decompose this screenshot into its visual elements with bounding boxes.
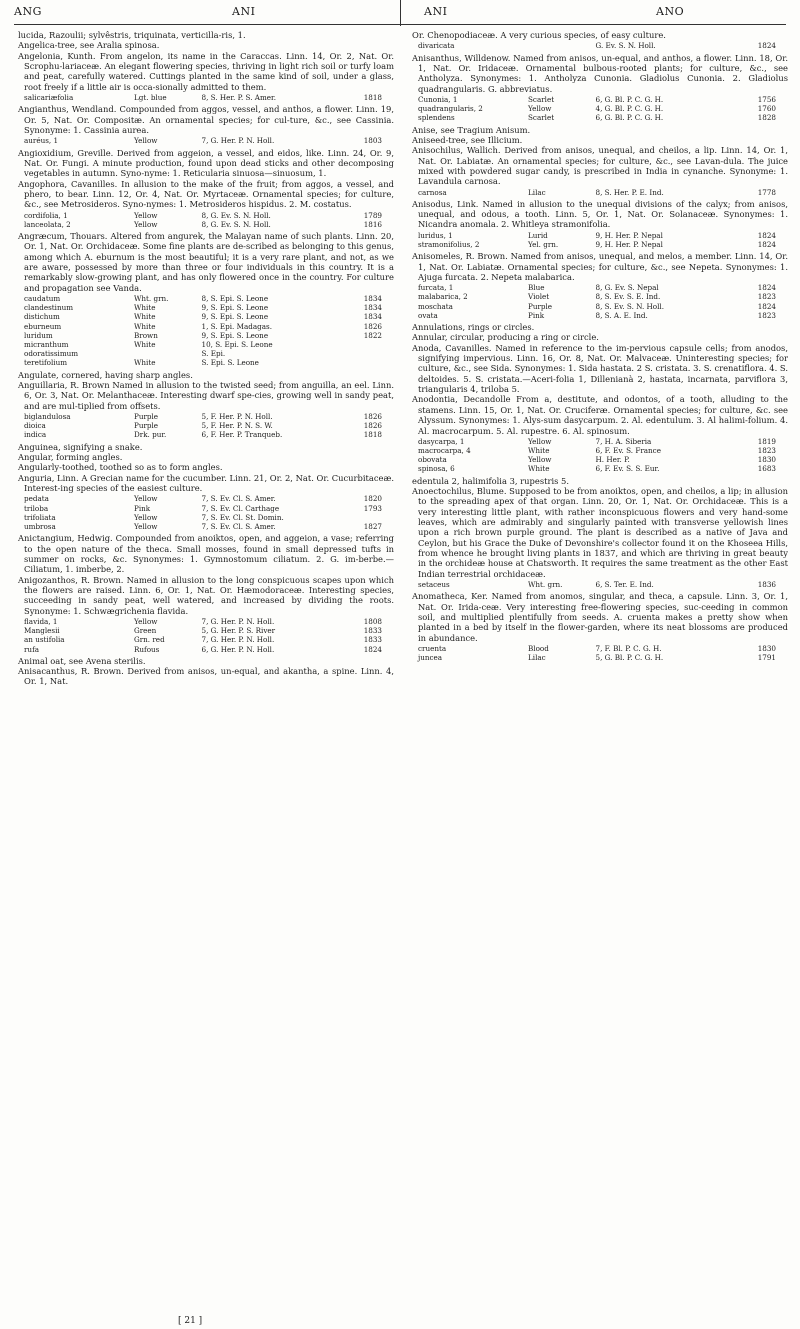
header-right-word-2: ANO: [656, 5, 685, 18]
flower-color: Pink: [134, 503, 151, 513]
year-introduced: 1816: [363, 219, 382, 229]
species-name: trifoliata: [24, 512, 56, 522]
flower-color: White: [134, 321, 156, 331]
species-row: [24, 522, 384, 531]
flower-color: Brown: [134, 330, 158, 340]
year-introduced: 1808: [363, 616, 382, 626]
habit-origin: 5, G. Her. P. S. River: [201, 626, 276, 636]
species-name: indica: [24, 430, 47, 440]
right-column: [412, 30, 788, 664]
habit-origin: 1, S. Epi. Madagas.: [201, 321, 272, 331]
species-row: [418, 644, 778, 653]
year-introduced: 1760: [757, 104, 776, 114]
species-table: [418, 644, 778, 662]
species-table: [418, 283, 778, 320]
species-name: cruenta: [418, 644, 447, 654]
habit-origin: 9, S. Epi. S. Leone: [201, 303, 269, 313]
species-table: [24, 617, 384, 654]
habit-origin: 4, G. Bl. P. C. G. H.: [595, 104, 664, 114]
header-rule: [14, 24, 786, 25]
species-table: [24, 136, 384, 145]
entry-paragraph: Anisacanthus, R. Brown. Derived from anisos, un-equal, and akantha, a spine. Linn. 4, Or. 1, Nat.: [18, 666, 394, 687]
species-table: [24, 211, 384, 229]
entry-paragraph: Angelonia, Kunth. From angelon, its name in the Caraccas. Linn. 14, Or. 2, Nat. Or. Scrophu-lariaceæ. An elegant flowering species, thriving in light rich soil or turfy loam and peat, carefully watered. Cuttings planted in the same kind of soil, under a glass, root freely if a little air is occa-sionally admitted to them.: [18, 50, 394, 92]
entry-paragraph: Anodontia, Decandolle From a, destitute, and odontos, of a tooth, alluding to the stamens. Linn. 15, Or. 1, Nat. Or. Cruciferæ. Ornamental species; for culture, &c. see Alyssum. Synonymes: 1. Alys-sum dasycarpum. 2. Al. edentulum. 3. Al halimi-folium. 4. Al. macrocarpum. 5. Al. rupestre. 6. Al. spinosum.: [412, 394, 788, 436]
entry-paragraph: Anguria, Linn. A Grecian name for the cucumber. Linn. 21, Or. 2, Nat. Or. Cucurbitaceæ. Interest-ing species of the easiest culture.: [18, 472, 394, 494]
year-introduced: 1826: [363, 412, 382, 422]
species-name: malabarica, 2: [418, 292, 468, 302]
species-name: auréus, 1: [24, 136, 59, 146]
flower-color: Grn. red: [134, 635, 165, 645]
year-introduced: 1824: [757, 240, 776, 250]
species-table: [418, 437, 778, 474]
entry-paragraph: Anisochilus, Wallich. Derived from anisos, unequal, and cheilos, a lip. Linn. 14, Or. 1, Nat. Or. Labiatæ. An ornamental species; for culture, &c., see Lavan-dula. The juice mixed with powdered sugar candy, is prescribed in India in cynanche. Synonyme: 1. Lavandula carnosa.: [412, 145, 788, 187]
species-name: odoratissimum: [24, 349, 79, 359]
species-row: [24, 312, 384, 321]
entry-paragraph: Angelica-tree, see Aralia spinosa.: [18, 40, 160, 51]
year-introduced: 1778: [757, 187, 776, 197]
habit-origin: 6, F. Her. P. Tranqueb.: [201, 430, 283, 440]
habit-origin: S. Epi.: [201, 349, 226, 359]
species-row: [24, 294, 384, 303]
flower-color: Yellow: [528, 436, 552, 446]
running-header: [0, 0, 800, 26]
species-row: [418, 41, 778, 50]
species-row: [24, 220, 384, 229]
species-name: moschata: [418, 301, 453, 311]
entry-paragraph: Angularly-toothed, toothed so as to form angles.: [18, 462, 223, 473]
species-name: rufa: [24, 644, 40, 654]
flower-color: Wht. grn.: [528, 580, 563, 590]
year-introduced: 1824: [757, 230, 776, 240]
flower-color: Yellow: [134, 494, 158, 504]
habit-origin: 7, F. Bl. P. C. G. H.: [595, 644, 662, 654]
entry-paragraph: Angianthus, Wendland. Compounded from aggos, vessel, and anthos, a flower. Linn. 19, Or. 5, Nat. Or. Compositæ. An ornamental species; for cul-ture, &c., see Cassinia. Synonyme: 1. Cassinia aurea.: [18, 104, 394, 135]
year-introduced: 1834: [363, 312, 382, 322]
species-row: [24, 513, 384, 522]
entry-paragraph: Angular, forming angles.: [18, 451, 123, 462]
flower-color: Purple: [134, 421, 159, 431]
species-name: dasycarpa, 1: [418, 436, 465, 446]
habit-origin: 8, S. Ev. S. E. Ind.: [595, 292, 661, 302]
year-introduced: 1836: [757, 580, 776, 590]
species-name: an ustifolia: [24, 635, 65, 645]
year-introduced: 1830: [757, 644, 776, 654]
species-table: [418, 41, 778, 50]
habit-origin: 5, G. Bl. P. C. G. H.: [595, 653, 664, 663]
habit-origin: 8, S. Her. P. S. Amer.: [201, 93, 276, 103]
species-row: [418, 283, 778, 292]
entry-paragraph: Angophora, Cavanilles. In allusion to the make of the fruit; from aggos, a vessel, and phero, to bear. Linn. 12, Or. 4, Nat. Or. Myrtaceæ. Ornamental species; for culture, &c., see Metrosideros. Syno-nymes: 1. Metrosideros hispidus. 2. M. costatus.: [18, 178, 394, 210]
year-introduced: 1828: [757, 113, 776, 123]
species-name: obovata: [418, 455, 447, 465]
species-row: [418, 580, 778, 589]
habit-origin: 8, G. Ev. S. N. Holl.: [201, 219, 271, 229]
habit-origin: 9, H. Her. P. Nepal: [595, 230, 663, 240]
habit-origin: 5, F. Her. P. N. S. W.: [201, 421, 273, 431]
species-name: triloba: [24, 503, 49, 513]
entry-paragraph: Anguinea, signifying a snake.: [18, 441, 143, 452]
species-row: [418, 302, 778, 311]
year-introduced: 1827: [363, 521, 382, 531]
habit-origin: 9, H. Her. P. Nepal: [595, 240, 663, 250]
species-row: [418, 104, 778, 113]
year-introduced: 1756: [757, 94, 776, 104]
species-row: [418, 455, 778, 464]
header-left-word-1: ANG: [14, 5, 42, 18]
habit-origin: 7, S. Ev. Cl. S. Amer.: [201, 521, 276, 531]
flower-color: Wht. grn.: [134, 294, 169, 304]
species-row: [418, 437, 778, 446]
species-row: [24, 504, 384, 513]
flower-color: Pink: [528, 310, 545, 320]
species-row: [24, 430, 384, 439]
habit-origin: 7, H. A. Siberia: [595, 436, 652, 446]
species-name: juncea: [418, 653, 443, 663]
species-row: [418, 292, 778, 301]
flower-color: Yellow: [134, 136, 158, 146]
flower-color: White: [528, 464, 550, 474]
species-row: [24, 340, 384, 349]
flower-color: Scarlet: [528, 94, 555, 104]
species-row: [24, 635, 384, 644]
species-name: divaricata: [418, 41, 455, 51]
year-introduced: 1824: [757, 301, 776, 311]
year-introduced: 1824: [757, 283, 776, 293]
flower-color: Yellow: [528, 104, 552, 114]
year-introduced: [339, 349, 384, 358]
entry-paragraph: Anictangium, Hedwig. Compounded from anoiktos, open, and aggeion, a vase; referring to the open nature of the theca. Small mosses, found in small depressed tufts in summer on rocks, &c. Synonymes: 1. Gymnostomum ciliatum. 2. G. im-berbe.—Ciliatum, 1. imberbe, 2.: [18, 533, 394, 575]
entry-paragraph: Annular, circular, producing a ring or circle.: [412, 332, 599, 343]
entry-paragraph: Animal oat, see Avena sterilis.: [18, 655, 146, 666]
species-name: spinosa, 6: [418, 464, 455, 474]
year-introduced: 1789: [363, 210, 382, 220]
entry-paragraph: Angioxidium, Greville. Derived from aggeion, a vessel, and eidos, like. Linn. 24, Or. 9, Nat. Or. Fungi. A minute production, found upon dead sticks and other decomposing vegetables in autumn. Syno-nyme: 1. Reticularia sinuosa—sinuosum, 1.: [18, 147, 394, 179]
left-column: [18, 30, 394, 687]
species-name: setaceus: [418, 580, 450, 590]
species-row: [24, 412, 384, 421]
habit-origin: 7, S. Ev. Cl. St. Domin.: [201, 512, 284, 522]
flower-color: [528, 41, 596, 50]
header-left-word-2: ANI: [232, 5, 256, 18]
flower-color: White: [134, 340, 156, 350]
year-introduced: 1833: [363, 626, 382, 636]
habit-origin: 9, S. Epi. S. Leone: [201, 312, 269, 322]
entry-paragraph: Angulate, cornered, having sharp angles.: [18, 369, 193, 380]
habit-origin: 5, F. Her. P. N. Holl.: [201, 412, 273, 422]
year-introduced: 1824: [363, 644, 382, 654]
species-row: [418, 113, 778, 122]
habit-origin: G. Ev. S. N. Holl.: [595, 41, 656, 51]
year-introduced: 1819: [757, 436, 776, 446]
year-introduced: 1830: [757, 455, 776, 465]
flower-color: Violet: [528, 292, 550, 302]
species-row: [24, 322, 384, 331]
habit-origin: 6, F. Ev. S. S. Eur.: [595, 464, 660, 474]
header-right-word-1: ANI: [424, 5, 448, 18]
year-introduced: 1822: [363, 330, 382, 340]
flower-color: Rufous: [134, 644, 160, 654]
entry-paragraph: Anigozanthos, R. Brown. Named in allusion to the long conspicuous scapes upon which the flowers are raised. Linn. 6, Or. 1, Nat. Or. Hæmodoraceæ. Interesting species, succeeding in sandy peat, well watered, and increased by dividing the roots. Synonyme: 1. Schwægrichenia flavida.: [18, 574, 394, 616]
flower-color: Lgt. blue: [134, 93, 167, 103]
habit-origin: 8, G. Ev. S. Nepal: [595, 283, 659, 293]
flower-color: Purple: [134, 412, 159, 422]
species-name: clandestinum: [24, 303, 74, 313]
habit-origin: 6, G. Her. P. N. Holl.: [201, 644, 275, 654]
year-introduced: 1823: [757, 446, 776, 456]
year-introduced: 1793: [363, 503, 382, 513]
year-introduced: 1826: [363, 321, 382, 331]
species-row: [24, 617, 384, 626]
species-name: biglandulosa: [24, 412, 71, 422]
species-row: [24, 421, 384, 430]
habit-origin: 8, S. A. E. Ind.: [595, 310, 648, 320]
species-row: [24, 331, 384, 340]
flower-color: Yellow: [134, 512, 158, 522]
entry-paragraph: Anisomeles, R. Brown. Named from anisos, unequal, and melos, a member. Linn. 14, Or. 1, Nat. Or. Labiatæ. Ornamental species; for culture, &c., see Nepeta. Synonymes: 1. Ajuga furcata. 2. Nepeta malabarica.: [412, 251, 788, 282]
species-row: [24, 349, 384, 358]
entry-paragraph: Anomatheca, Ker. Named from anomos, singular, and theca, a capsule. Linn. 3, Or. 1, Nat. Or. Irida-ceæ. Very interesting free-flowering species, suc-ceeding in common soil, and multiplied plentifully from seeds. A. cruenta makes a pretty show when planted in a bed by itself in the flower-garden, where its neat blossoms are produced in abundance.: [412, 591, 788, 643]
species-name: dioica: [24, 421, 46, 431]
species-row: [418, 311, 778, 320]
species-row: [24, 303, 384, 312]
flower-color: White: [528, 446, 550, 456]
species-name: furcata, 1: [418, 283, 454, 293]
entry-paragraph: Or. Chenopodiaceæ. A very curious species, of easy culture.: [412, 30, 666, 40]
entry-paragraph: Annulations, rings or circles.: [412, 322, 535, 333]
year-introduced: 1818: [363, 93, 382, 103]
species-row: [418, 188, 778, 197]
year-introduced: 1833: [363, 635, 382, 645]
entry-paragraph: Anguillaria, R. Brown Named in allusion to the twisted seed; from anguilla, an eel. Linn. 6, Or. 3, Nat. Or. Melanthaceæ. Interesting dwarf spe-cies, growing well in sandy peat, and are mul-tiplied from offsets.: [18, 380, 394, 411]
habit-origin: 7, S. Ev. Cl. Carthage: [201, 503, 280, 513]
page-number: [ 21 ]: [178, 1316, 203, 1326]
species-row: [418, 240, 778, 249]
species-name: splendens: [418, 113, 455, 123]
species-row: [418, 653, 778, 662]
flower-color: Green: [134, 626, 157, 636]
species-row: [418, 464, 778, 473]
year-introduced: 1826: [363, 421, 382, 431]
year-introduced: 1834: [363, 303, 382, 313]
header-column-divider: [400, 0, 401, 26]
species-name: caudatum: [24, 294, 61, 304]
species-table: [418, 95, 778, 123]
entry-paragraph: Anoectochilus, Blume. Supposed to be from anoiktos, open, and cheilos, a lip; in allusion to the spreading apex of that organ. Linn. 20, Or. 1, Nat. Or. Orchidaceæ. This is a very interesting little plant, with rather inconspicuous flowers and very hand-some leaves, which are admirably and singularly painted with transverse yellowish lines upon a rich brown purple ground. The plant is described as a native of Java and Ceylon, but his Grace the Duke of Devonshire's collector found it on the Khoseea Hills, from whence he brought living plants in 1837, and which are thriving in great beauty in the orchideæ house at Chatsworth. It requires the same treatment as the other East Indian terrestrial orchidaceæ.: [412, 486, 788, 579]
year-introduced: 1803: [363, 136, 382, 146]
flower-color: Yel. grn.: [528, 240, 559, 250]
species-row: [24, 358, 384, 367]
species-name: umbrosa: [24, 521, 56, 531]
species-table: [24, 93, 384, 102]
species-row: [418, 446, 778, 455]
flower-color: White: [134, 303, 156, 313]
flower-color: Lilac: [528, 187, 546, 197]
flower-color: Yellow: [528, 455, 552, 465]
species-row: [24, 136, 384, 145]
flower-color: Scarlet: [528, 113, 555, 123]
species-name: salicariæfolia: [24, 93, 74, 103]
entry-paragraph: edentula 2, halimifolia 3, rupestris 5.: [412, 475, 570, 486]
habit-origin: 7, G. Her. P. N. Holl.: [201, 635, 275, 645]
species-name: Cunonia, 1: [418, 94, 458, 104]
species-table: [418, 188, 778, 197]
habit-origin: 8, S. Her. P. E. Ind.: [595, 187, 664, 197]
habit-origin: 6, S. Ter. E. Ind.: [595, 580, 654, 590]
species-row: [24, 645, 384, 654]
species-name: distichum: [24, 312, 60, 322]
year-introduced: 1791: [757, 653, 776, 663]
species-row: [418, 231, 778, 240]
species-row: [418, 95, 778, 104]
species-table: [418, 580, 778, 589]
habit-origin: 7, G. Her. P. N. Holl.: [201, 616, 275, 626]
species-row: [24, 211, 384, 220]
flower-color: White: [134, 312, 156, 322]
habit-origin: 6, F. Ev. S. France: [595, 446, 661, 456]
year-introduced: 1820: [363, 494, 382, 504]
habit-origin: 10, S. Epi. S. Leone: [201, 340, 273, 350]
habit-origin: 8, S. Epi. S. Leone: [201, 294, 269, 304]
entry-paragraph: Anoda, Cavanilles. Named in reference to the im-pervious capsule cells; from anodos, signifying impervious. Linn. 16, Or. 8, Nat. Or. Malvaceæ. Uninteresting species; for culture, &c., see Sida. Synonymes: 1. Sida hastata. 2 S. cristata. 3. S. crenatiflora. 4. S. deltoides. 5. S. cristata.—Aceri-folia 1, Dillenianà 2, hastata, incarnata, parviflora 3, triangularis 4, triloba 5.: [412, 342, 788, 395]
species-name: Manglesii: [24, 626, 60, 636]
habit-origin: H. Her. P.: [595, 455, 630, 465]
species-row: [24, 626, 384, 635]
year-introduced: [339, 513, 384, 522]
flower-color: Yellow: [134, 219, 158, 229]
species-name: quadrangularis, 2: [418, 104, 483, 114]
flower-color: Blood: [528, 644, 549, 654]
entry-paragraph: Anise, see Tragium Anisum.: [412, 124, 531, 135]
species-name: flavida, 1: [24, 616, 58, 626]
entry-paragraph: lucida, Razoulii; sylvêstris, triquinata, verticilla-ris, 1.: [18, 30, 246, 40]
year-introduced: [339, 358, 384, 367]
year-introduced: 1818: [363, 430, 382, 440]
species-name: luridus, 1: [418, 230, 453, 240]
species-name: macrocarpa, 4: [418, 446, 471, 456]
flower-color: Lurid: [528, 230, 548, 240]
species-table: [418, 231, 778, 249]
habit-origin: 9, S. Epi. S. Leone: [201, 330, 269, 340]
species-row: [24, 93, 384, 102]
year-introduced: 1823: [757, 292, 776, 302]
flower-color: Yellow: [134, 210, 158, 220]
habit-origin: 8, G. Ev. S. N. Holl.: [201, 210, 271, 220]
species-table: [24, 294, 384, 368]
year-introduced: 1834: [363, 294, 382, 304]
year-introduced: 1823: [757, 310, 776, 320]
habit-origin: 7, S. Ev. Cl. S. Amer.: [201, 494, 276, 504]
species-name: eburneum: [24, 321, 62, 331]
entry-paragraph: Angræcum, Thouars. Altered from angurek, the Malayan name of such plants. Linn. 20, Or. 1, Nat. Or. Orchidaceæ. Some fine plants are de-scribed as belonging to this genus, among which A. eburnum is the most beautiful; it is a very rare plant, and not, as we are aware, possessed by more than three or four individuals in this country. It is a remarkably slow-growing plant, and has only flowered once in the country. For culture and propagation see Vanda.: [18, 230, 394, 293]
flower-color: Lilac: [528, 653, 546, 663]
year-introduced: 1824: [757, 41, 776, 51]
species-name: ovata: [418, 310, 438, 320]
species-name: teretifolium: [24, 358, 68, 368]
species-name: carnosa: [418, 187, 447, 197]
entry-paragraph: Anisodus, Link. Named in allusion to the unequal divisions of the calyx; from anisos, unequal, and odous, a tooth. Linn. 5, Or. 1, Nat. Or. Solanaceæ. Synonymes: 1. Nicandra anomala. 2. Whitleya stramonifolia.: [412, 198, 788, 230]
flower-color: White: [134, 358, 156, 368]
flower-color: Yellow: [134, 616, 158, 626]
flower-color: Blue: [528, 283, 545, 293]
species-table: [24, 494, 384, 531]
flower-color: [134, 349, 202, 358]
species-name: cordifolia, 1: [24, 210, 68, 220]
flower-color: Drk. pur.: [134, 430, 167, 440]
flower-color: Purple: [528, 301, 553, 311]
habit-origin: 8, S. Ev. S. N. Holl.: [595, 301, 665, 311]
year-introduced: 1683: [757, 464, 776, 474]
flower-color: Yellow: [134, 521, 158, 531]
species-name: micranthum: [24, 340, 69, 350]
species-row: [24, 494, 384, 503]
habit-origin: 7, G. Her. P. N. Holl.: [201, 136, 275, 146]
habit-origin: 6, G. Bl. P. C. G. H.: [595, 94, 664, 104]
habit-origin: S. Epi. S. Leone: [201, 358, 259, 368]
entry-paragraph: Aniseed-tree, see Illicium.: [412, 134, 523, 145]
year-introduced: [339, 340, 384, 349]
species-name: stramonifolius, 2: [418, 240, 480, 250]
species-name: luridum: [24, 330, 53, 340]
species-name: pedata: [24, 494, 49, 504]
species-table: [24, 412, 384, 440]
entry-paragraph: Anisanthus, Willdenow. Named from anisos, un-equal, and anthos, a flower. Linn. 18, Or. 1, Nat. Or. Iridaceæ. Ornamental bulbous-rooted plants; for culture, &c., see Antholyza. Synonymes: 1. Antholyza Cunonia. Gladiolus Cunonia. 2. Gladiolus quadrangularis. G. abbreviatus.: [412, 52, 788, 94]
habit-origin: 6, G. Bl. P. C. G. H.: [595, 113, 664, 123]
species-name: lanceolata, 2: [24, 219, 71, 229]
